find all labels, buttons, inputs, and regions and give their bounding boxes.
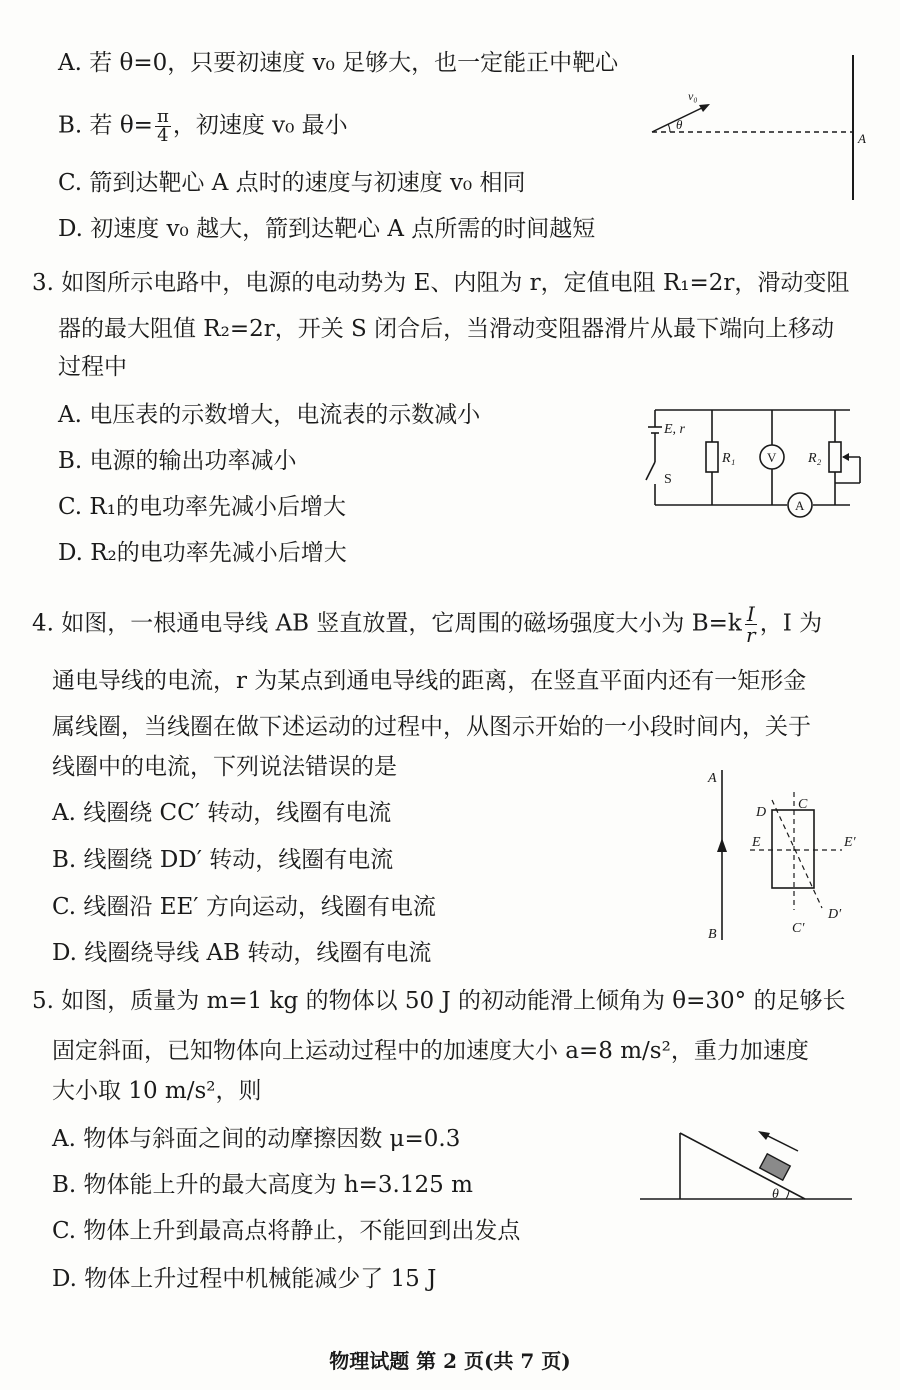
q3-option-b: B. 电源的输出功率减小 — [58, 448, 297, 474]
q4-stem-line1 — [32, 604, 822, 645]
q2-fraction-numerator: π — [156, 106, 169, 127]
q4-fig-label-c: C — [798, 797, 808, 812]
q4-stem-line2: 通电导线的电流，r 为某点到通电导线的距离，在竖直平面内还有一矩形金 — [52, 668, 807, 694]
q5-fig-theta: θ — [772, 1187, 779, 1202]
q3-fig-ammeter-label: A — [795, 498, 805, 513]
q4-fraction-denominator: r — [745, 623, 756, 647]
q4-option-a: A. 线圈绕 CC′ 转动，线圈有电流 — [52, 800, 392, 826]
q4-stem-line1-suffix: ，I 为 — [759, 610, 823, 637]
q5-stem-line2: 固定斜面，已知物体向上运动过程中的加速度大小 a=8 m/s²，重力加速度 — [52, 1038, 809, 1064]
q4-fig-label-d: D — [756, 805, 767, 820]
q3-fig-r2-label: R₂ — [808, 451, 822, 466]
q4-fig-label-b: B — [708, 927, 717, 942]
q4-fig-label-a: A — [708, 771, 717, 786]
q3-fig-switch-label: S — [664, 472, 672, 487]
q2-option-b-suffix: ，初速度 v₀ 最小 — [172, 112, 348, 139]
q3-fig-voltmeter-label: V — [767, 450, 777, 465]
q3-fig-battery-label: E, r — [664, 422, 685, 437]
q4-stem-line1-prefix: 4. 如图，一根通电导线 AB 竖直放置，它周围的磁场强度大小为 B=k — [32, 610, 742, 637]
q2-option-c: C. 箭到达靶心 A 点时的速度与初速度 v₀ 相同 — [58, 170, 526, 196]
q5-stem-line1: 5. 如图，质量为 m=1 kg 的物体以 50 J 的初动能滑上倾角为 θ=30° 的足够长 — [32, 988, 846, 1014]
q2-option-a: A. 若 θ=0，只要初速度 v₀ 足够大，也一定能正中靶心 — [58, 50, 619, 76]
q2-fig-v0: v₀ — [688, 89, 698, 103]
q2-option-b — [58, 108, 348, 145]
q2-fig-label-a: A — [858, 131, 866, 146]
q5-stem-line3: 大小取 10 m/s²，则 — [52, 1078, 262, 1104]
q4-option-c: C. 线圈沿 EE′ 方向运动，线圈有电流 — [52, 894, 436, 920]
q5-option-b: B. 物体能上升的最大高度为 h=3.125 m — [52, 1172, 473, 1198]
q4-fig-label-d-prime: D′ — [828, 907, 842, 922]
q4-stem-line4: 线圈中的电流，下列说法错误的是 — [52, 754, 397, 780]
q5-incline-figure — [640, 1125, 860, 1205]
q4-option-b: B. 线圈绕 DD′ 转动，线圈有电流 — [52, 847, 394, 873]
q3-circuit-figure — [640, 400, 870, 520]
q4-stem-line3: 属线圈，当线圈在做下述运动的过程中，从图示开始的一小段时间内，关于 — [52, 714, 811, 740]
q2-option-b-prefix: B. 若 θ= — [58, 112, 153, 139]
q5-option-a: A. 物体与斜面之间的动摩擦因数 μ=0.3 — [52, 1126, 461, 1152]
q3-fig-r1-label: R₁ — [722, 451, 736, 466]
q3-option-c: C. R₁的电功率先减小后增大 — [58, 494, 346, 520]
q5-option-c: C. 物体上升到最高点将静止，不能回到出发点 — [52, 1218, 521, 1244]
q4-fig-label-c-prime: C′ — [792, 921, 805, 936]
q3-stem-line2: 器的最大阻值 R₂=2r，开关 S 闭合后，当滑动变阻器滑片从最下端向上移动 — [58, 316, 835, 342]
q3-option-d: D. R₂的电功率先减小后增大 — [58, 540, 347, 566]
q3-stem-line3: 过程中 — [58, 354, 127, 380]
q2-option-d: D. 初速度 v₀ 越大，箭到达靶心 A 点所需的时间越短 — [58, 216, 596, 242]
page-footer: 物理试题 第 2 页(共 7 页) — [329, 1349, 571, 1373]
q4-option-d: D. 线圈绕导线 AB 转动，线圈有电流 — [52, 940, 432, 966]
q4-fraction-numerator: I — [746, 602, 755, 626]
q2-fig-theta: θ — [676, 117, 683, 132]
q3-option-a: A. 电压表的示数增大，电流表的示数减小 — [58, 402, 481, 428]
q2-fraction-denominator: 4 — [157, 125, 169, 146]
q4-fig-label-e-prime: E′ — [844, 835, 856, 850]
q5-option-d: D. 物体上升过程中机械能减少了 15 J — [52, 1266, 437, 1292]
q4-figure — [700, 770, 870, 950]
q4-fig-label-e: E — [752, 835, 761, 850]
q3-stem-line1: 3. 如图所示电路中，电源的电动势为 E、内阻为 r，定值电阻 R₁=2r，滑动变阻 — [32, 270, 850, 296]
q2-figure — [640, 55, 880, 205]
